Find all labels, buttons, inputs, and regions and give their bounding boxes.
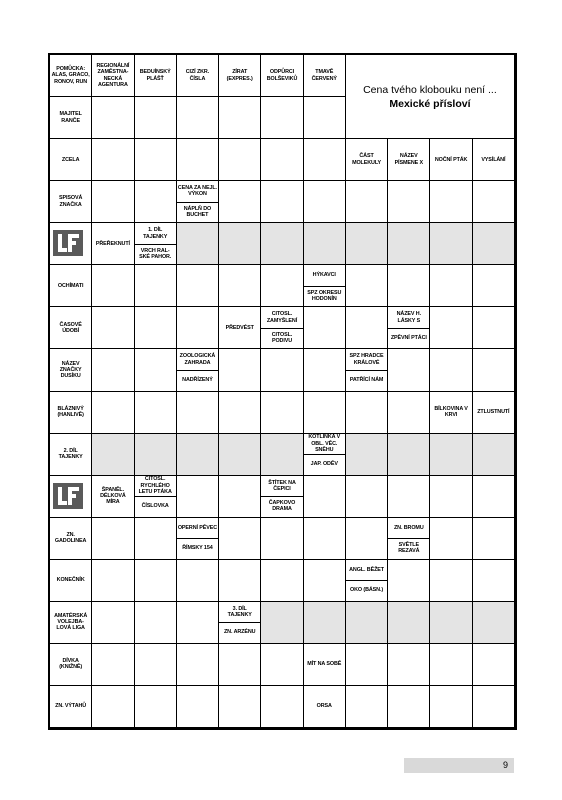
answer-cell[interactable]: [304, 97, 346, 139]
answer-cell[interactable]: [177, 265, 219, 307]
puzzle-title-line2: Mexické přísloví: [389, 97, 471, 110]
clue-text: PŘEDVÉST: [225, 324, 254, 331]
answer-cell[interactable]: [473, 181, 515, 223]
answer-cell[interactable]: [177, 686, 219, 728]
answer-cell[interactable]: [135, 602, 177, 644]
answer-cell[interactable]: [473, 265, 515, 307]
answer-cell[interactable]: [473, 602, 515, 644]
clue-text: POMŮCKA: ALAS, GRACO, RONOV, RUN: [51, 66, 90, 85]
answer-cell[interactable]: [430, 349, 472, 391]
answer-cell[interactable]: [177, 602, 219, 644]
answer-cell[interactable]: [261, 139, 303, 181]
answer-cell[interactable]: [92, 434, 134, 476]
clue-c_broadcast: [473, 139, 515, 181]
answer-cell[interactable]: [473, 644, 515, 686]
clue-split: [346, 560, 388, 602]
crossword-logo-icon: [53, 483, 83, 509]
answer-cell[interactable]: [430, 644, 472, 686]
clue-text: ZTLUSTNUTÍ: [477, 408, 510, 415]
clue-c_thicken: [473, 392, 515, 434]
clue-header-4: [219, 55, 261, 97]
answer-cell[interactable]: [473, 560, 515, 602]
answer-cell[interactable]: [346, 181, 388, 223]
answer-cell[interactable]: [430, 181, 472, 223]
answer-cell[interactable]: [388, 560, 430, 602]
answer-cell[interactable]: [135, 307, 177, 349]
answer-cell[interactable]: [219, 139, 261, 181]
answer-cell[interactable]: [388, 434, 430, 476]
clue-text: DÍVKA (KNIŽNĚ): [59, 658, 83, 671]
answer-cell[interactable]: [219, 265, 261, 307]
answer-cell[interactable]: [261, 602, 303, 644]
answer-cell[interactable]: [219, 644, 261, 686]
clue-text: VYSÍLÁNÍ: [481, 156, 506, 163]
answer-cell[interactable]: [473, 223, 515, 265]
answer-cell[interactable]: [135, 392, 177, 434]
answer-cell[interactable]: [135, 181, 177, 223]
answer-cell[interactable]: [261, 560, 303, 602]
clue-text: TMAVĚ ČERVENÝ: [311, 69, 337, 82]
answer-cell[interactable]: [473, 518, 515, 560]
clue-text: ODPŮRCI BOLŠEVIKŮ: [266, 69, 298, 82]
answer-cell[interactable]: [473, 349, 515, 391]
answer-cell[interactable]: [92, 181, 134, 223]
clue-text: NOČNÍ PTÁK: [434, 156, 468, 163]
clue-text-top: CENA ZA NEJL. VÝKON: [177, 181, 218, 203]
clue-text-top: SPZ HRADCE KRÁLOVÉ: [346, 349, 387, 371]
answer-cell[interactable]: [219, 223, 261, 265]
clue-split: [388, 518, 430, 560]
clue-row-14: [50, 686, 92, 728]
clue-split: [388, 307, 430, 349]
answer-cell[interactable]: [473, 307, 515, 349]
clue-c_protein: [430, 392, 472, 434]
clue-text: ZN. VÝTAHŮ: [55, 703, 87, 710]
answer-cell[interactable]: [177, 223, 219, 265]
answer-cell[interactable]: [473, 434, 515, 476]
answer-cell[interactable]: [430, 518, 472, 560]
answer-cell[interactable]: [430, 602, 472, 644]
clue-row-12: [50, 602, 92, 644]
answer-cell[interactable]: [388, 686, 430, 728]
clue-split: [219, 602, 261, 644]
clue-text-bottom: ZPĚVNÍ PTÁCI: [390, 335, 427, 342]
clue-text: NÁZEV PÍSMENE X: [394, 153, 424, 166]
answer-cell[interactable]: [388, 644, 430, 686]
clue-row-3: [50, 223, 92, 265]
clue-text: MAJITEL RANČE: [59, 111, 82, 124]
answer-cell[interactable]: [346, 392, 388, 434]
answer-cell[interactable]: [304, 223, 346, 265]
answer-cell[interactable]: [177, 434, 219, 476]
answer-cell[interactable]: [430, 307, 472, 349]
clue-split: [261, 476, 303, 518]
clue-text: ČÁST MOLEKULY: [352, 153, 382, 166]
answer-cell[interactable]: [473, 686, 515, 728]
answer-cell[interactable]: [219, 434, 261, 476]
answer-cell[interactable]: [346, 476, 388, 518]
answer-cell[interactable]: [177, 97, 219, 139]
clue-split: [261, 307, 303, 349]
puzzle-title-box: [346, 55, 515, 139]
clue-text: BEDUÍNSKÝ PLÁŠŤ: [139, 69, 171, 82]
clue-split: [135, 223, 177, 265]
answer-cell[interactable]: [261, 392, 303, 434]
answer-cell[interactable]: [430, 434, 472, 476]
clue-split: [177, 518, 219, 560]
answer-cell[interactable]: [304, 392, 346, 434]
answer-cell[interactable]: [261, 265, 303, 307]
answer-cell[interactable]: [430, 476, 472, 518]
clue-row-9: [50, 476, 92, 518]
clue-text: AMATÉRSKÁ VOLEJBA-LOVÁ LIGA: [54, 612, 88, 632]
answer-cell[interactable]: [304, 476, 346, 518]
clue-text-bottom: ČAPKOVO DRAMA: [268, 500, 296, 513]
answer-cell[interactable]: [304, 181, 346, 223]
answer-cell[interactable]: [135, 434, 177, 476]
answer-cell[interactable]: [388, 349, 430, 391]
clue-c_perform: [219, 307, 261, 349]
answer-cell[interactable]: [261, 223, 303, 265]
clue-text-bottom: CITOSL. PODIVU: [271, 331, 293, 345]
answer-cell[interactable]: [430, 265, 472, 307]
answer-cell[interactable]: [219, 97, 261, 139]
clue-text-bottom: SPZ OKRESU HODONÍN: [307, 289, 342, 303]
answer-cell[interactable]: [219, 392, 261, 434]
clue-c_night_bird: [430, 139, 472, 181]
clue-split: [177, 349, 219, 391]
answer-cell[interactable]: [346, 686, 388, 728]
answer-cell[interactable]: [430, 223, 472, 265]
answer-cell[interactable]: [135, 97, 177, 139]
answer-cell[interactable]: [388, 181, 430, 223]
clue-text: PŘEŘEKNUTÍ: [95, 240, 130, 247]
clue-text-bottom: JAP. ODĚV: [310, 461, 338, 468]
clue-split: [304, 265, 346, 307]
answer-cell[interactable]: [92, 602, 134, 644]
page-number: 9: [502, 760, 508, 770]
clue-text: ŠPANĚL. DÉLKOVÁ MÍRA: [100, 486, 126, 506]
clue-row-11: [50, 560, 92, 602]
answer-cell[interactable]: [177, 476, 219, 518]
answer-cell[interactable]: [388, 476, 430, 518]
answer-cell[interactable]: [219, 560, 261, 602]
clue-row-6: [50, 349, 92, 391]
clue-split: [135, 476, 177, 518]
answer-cell[interactable]: [388, 223, 430, 265]
answer-cell[interactable]: [135, 265, 177, 307]
clue-text-bottom: ŘÍMSKY 154: [182, 545, 213, 552]
answer-cell[interactable]: [261, 97, 303, 139]
clue-text-bottom: ČÍSLOVKA: [141, 503, 169, 510]
answer-cell[interactable]: [346, 434, 388, 476]
answer-cell[interactable]: [92, 644, 134, 686]
answer-cell[interactable]: [304, 349, 346, 391]
clue-c_cut_through: [92, 223, 134, 265]
clue-row-0: [50, 97, 92, 139]
answer-cell[interactable]: [92, 307, 134, 349]
answer-cell[interactable]: [346, 265, 388, 307]
clue-row-4: [50, 265, 92, 307]
clue-text-top: ŠTÍTEK NA ČEPICI: [261, 476, 302, 498]
clue-header-6: [304, 55, 346, 97]
answer-cell[interactable]: [304, 602, 346, 644]
clue-row-13: [50, 644, 92, 686]
clue-text: OCHÍMATI: [57, 282, 84, 289]
answer-cell[interactable]: [388, 602, 430, 644]
clue-text-bottom: ZN. ARZÉNU: [223, 629, 256, 636]
answer-cell[interactable]: [177, 392, 219, 434]
answer-cell[interactable]: [304, 560, 346, 602]
answer-cell[interactable]: [261, 181, 303, 223]
puzzle-title-line1: Cena tvého klobouku není ...: [363, 83, 497, 96]
crossword-logo-icon: [53, 230, 83, 256]
clue-text: REGIONÁLNÍ ZAMĚSTNA-NECKÁ AGENTURA: [96, 62, 130, 88]
answer-cell[interactable]: [177, 644, 219, 686]
answer-cell[interactable]: [430, 686, 472, 728]
clue-row-2: [50, 181, 92, 223]
answer-cell[interactable]: [388, 392, 430, 434]
answer-cell[interactable]: [346, 644, 388, 686]
clue-text-top: KOTLINKA V OBL. VĚC. SNĚHU: [304, 434, 345, 456]
clue-text-top: NÁZEV H. LÁSKY S: [388, 307, 429, 329]
clue-text-top: HÝKAVCI: [304, 265, 345, 287]
answer-cell[interactable]: [261, 434, 303, 476]
answer-cell[interactable]: [92, 392, 134, 434]
clue-text-top: 1. DÍL TAJENKY: [135, 223, 176, 245]
answer-cell[interactable]: [135, 686, 177, 728]
clue-text: ZCELA: [61, 156, 80, 163]
answer-cell[interactable]: [388, 265, 430, 307]
answer-cell[interactable]: [177, 560, 219, 602]
clue-header-5: [261, 55, 303, 97]
clue-text: MÍT NA SOBĚ: [307, 661, 342, 668]
answer-cell[interactable]: [135, 560, 177, 602]
answer-cell[interactable]: [346, 307, 388, 349]
answer-cell[interactable]: [135, 518, 177, 560]
clue-header-3: [177, 55, 219, 97]
answer-cell[interactable]: [177, 307, 219, 349]
answer-cell[interactable]: [92, 349, 134, 391]
clue-text: BLÁZNIVÝ (HANLIVĚ): [57, 405, 84, 419]
clue-text-bottom: NADŘÍZENÝ: [182, 377, 213, 384]
clue-header-2: [135, 55, 177, 97]
answer-cell[interactable]: [219, 686, 261, 728]
clue-text: SPISOVÁ ZNAČKA: [58, 195, 83, 208]
answer-cell[interactable]: [92, 518, 134, 560]
clue-text-bottom: SVĚTLE REZAVÁ: [398, 542, 420, 555]
answer-cell[interactable]: [304, 518, 346, 560]
clue-header-1: [92, 55, 134, 97]
answer-cell[interactable]: [219, 476, 261, 518]
answer-cell[interactable]: [219, 181, 261, 223]
clue-text-top: ZN. BROMU: [388, 518, 429, 540]
clue-text-bottom: PATŘÍCÍ NÁM: [349, 377, 384, 384]
answer-cell[interactable]: [92, 560, 134, 602]
answer-cell[interactable]: [135, 349, 177, 391]
clue-row-10: [50, 518, 92, 560]
answer-cell[interactable]: [92, 686, 134, 728]
clue-row-8: [50, 434, 92, 476]
answer-cell[interactable]: [92, 265, 134, 307]
answer-cell[interactable]: [346, 602, 388, 644]
clue-split: [177, 181, 219, 223]
answer-cell[interactable]: [261, 686, 303, 728]
answer-cell[interactable]: [177, 139, 219, 181]
clue-row-5: [50, 307, 92, 349]
clue-c_orsa: [304, 686, 346, 728]
clue-text-top: ZOOLOGICKÁ ZAHRADA: [177, 349, 218, 371]
clue-text: KONEČNÍK: [56, 577, 85, 584]
page-number-bar: [404, 758, 514, 773]
clue-text-top: CITOSL. RYCHLÉHO LETU PTÁKA: [135, 476, 176, 498]
answer-cell[interactable]: [261, 644, 303, 686]
clue-text: ČASOVÉ ÚDOBÍ: [59, 321, 82, 334]
clue-c_have_on: [304, 644, 346, 686]
clue-text-bottom: OKO (BÁSN.): [350, 587, 384, 594]
answer-cell[interactable]: [430, 560, 472, 602]
clue-text: NÁZEV ZNAČKY DUSÍKU: [59, 360, 82, 380]
answer-cell[interactable]: [219, 518, 261, 560]
crossword-grid: [48, 53, 517, 730]
clue-text-top: ANGL. BĚŽET: [346, 560, 387, 582]
answer-cell[interactable]: [473, 476, 515, 518]
answer-cell[interactable]: [135, 139, 177, 181]
answer-cell[interactable]: [261, 518, 303, 560]
answer-cell[interactable]: [135, 644, 177, 686]
clue-text: 2. DÍL TAJENKY: [58, 447, 83, 461]
clue-header-0: [50, 55, 92, 97]
answer-cell[interactable]: [304, 307, 346, 349]
answer-cell[interactable]: [261, 349, 303, 391]
clue-text: CIZÍ ZKR. ČÍSLA: [185, 69, 210, 82]
answer-cell[interactable]: [304, 139, 346, 181]
clue-text-bottom: NÁPLŇ DO BUCHET: [183, 205, 212, 218]
clue-text-top: 3. DÍL TAJENKY: [219, 602, 260, 624]
answer-cell[interactable]: [346, 518, 388, 560]
clue-text: ORSA: [316, 703, 332, 710]
clue-c_span_measure: [92, 476, 134, 518]
clue-split: [304, 434, 346, 476]
clue-text-top: CITOSL. ZAMYŠLENÍ: [261, 307, 302, 329]
clue-row-7: [50, 392, 92, 434]
clue-text-bottom: VRCH RAL-SKÉ PAHOR.: [139, 247, 172, 261]
answer-cell[interactable]: [346, 223, 388, 265]
clue-text: ZN. GADOLINEA: [54, 531, 87, 545]
clue-c_letter_x: [388, 139, 430, 181]
clue-text: BÍLKOVINA V KRVI: [434, 405, 468, 419]
clue-text-top: OPERNÍ PĚVEC: [177, 518, 218, 540]
clue-row-1: [50, 139, 92, 181]
clue-text: ZÍRAT (EXPRES.): [226, 69, 253, 82]
answer-cell[interactable]: [92, 139, 134, 181]
clue-c_part_molecule: [346, 139, 388, 181]
clue-split: [346, 349, 388, 391]
answer-cell[interactable]: [92, 97, 134, 139]
answer-cell[interactable]: [219, 349, 261, 391]
